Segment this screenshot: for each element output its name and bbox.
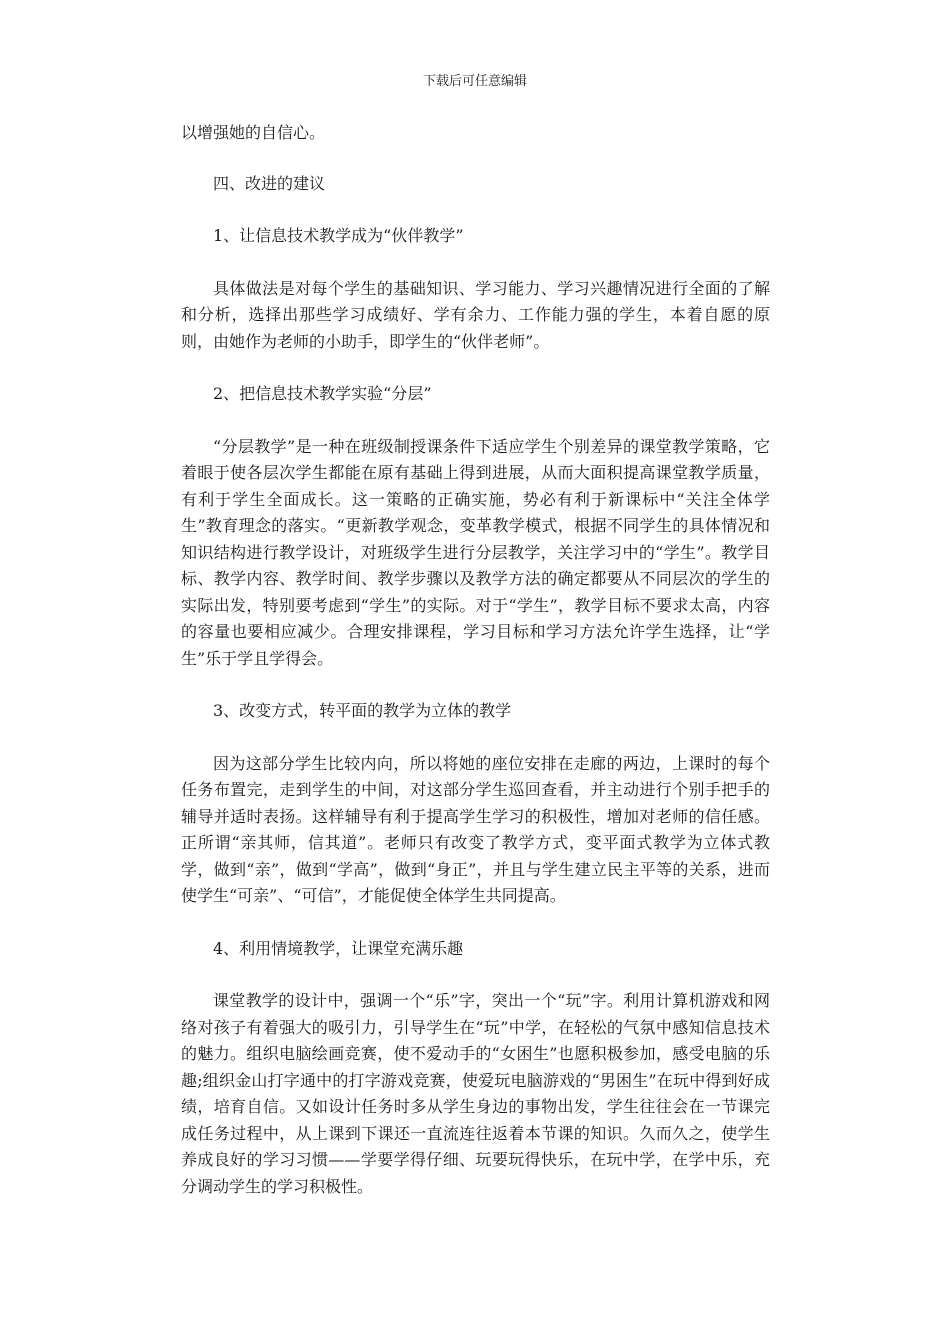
subheading-change-method: 3、改变方式，转平面的教学为立体的教学	[213, 701, 512, 720]
subheading-partner-teaching: 1、让信息技术教学成为“伙伴教学”	[213, 226, 464, 245]
document-body	[181, 120, 770, 1226]
header-note: 下载后可任意编辑	[422, 74, 527, 89]
paragraph-situational-teaching: 课堂教学的设计中，强调一个“乐”字，突出一个“玩”字。利用计算机游戏和网络对孩子有着强大的吸引力，引导学生在“玩”中学，在轻松的气氛中感知信息技术的魅力。组织电脑绘画竞赛，使不爱动手的“女困生”也愿积极参加，感受电脑的乐趣;组织金山打字通中的打字游戏竞赛，使爱玩电脑游戏的“男困生”在玩中得到好成绩，培育自信。又如设计任务时多从学生身边的事物出发，学生往往会在一节课完成任务过程中，从上课到下课还一直流连往返着本节课的知识。久而久之，使学生养成良好的学习习惯——学要学得仔细、玩要玩得快乐，在玩中学，在学中乐，充分调动学生的学习积极性。	[181, 991, 770, 1196]
paragraph-layered-teaching: “分层教学”是一种在班级制授课条件下适应学生个别差异的课堂教学策略，它着眼于使各层次学生都能在原有基础上得到进展，从而大面积提高课堂教学质量，有利于学生全面成长。这一策略的正确实施，势必有利于新课标中“关注全体学生”教育理念的落实。“更新教学观念，变革教学模式，根据不同学生的具体情况和知识结构进行教学设计，对班级学生进行分层教学，关注学习中的“学生”。教学目标、教学内容、教学时间、教学步骤以及教学方法的确定都要从不同层次的学生的实际出发，特别要考虑到“学生”的实际。对于“学生”，教学目标不要求太高，内容的容量也要相应减少。合理安排课程，学习目标和学习方法允许学生选择，让“学生”乐于学且学得会。	[181, 436, 770, 668]
paragraph-partner-teaching: 具体做法是对每个学生的基础知识、学习能力、学习兴趣情况进行全面的了解和分析，选择出那些学习成绩好、学有余力、工作能力强的学生，本着自愿的原则，由她作为老师的小助手，即学生的“伙伴老师”。	[181, 278, 770, 351]
subheading-situational-teaching: 4、利用情境教学，让课堂充满乐趣	[213, 938, 464, 958]
section-heading-suggestions: 四、改进的建议	[213, 173, 326, 193]
paragraph-change-method: 因为这部分学生比较内向，所以将她的座位安排在走廊的两边，上课时的每个任务布置完，走到学生的中间，对这部分学生巡回查看，并主动进行个别手把手的辅导并适时表扬。这样辅导有利于提高学生学习的积极性，增加对老师的信任感。正所谓“亲其师，信其道”。老师只有改变了教学方式，变平面式教学为立体式教学，做到“亲”，做到“学高”，做到“身正”，并且与学生建立民主平等的关系，进而使学生“可亲”、“可信”，才能促使全体学生共同提高。	[181, 753, 770, 905]
paragraph-continuation: 以增强她的自信心。	[181, 123, 326, 142]
subheading-layered-teaching: 2、把信息技术教学实验“分层”	[213, 384, 432, 403]
